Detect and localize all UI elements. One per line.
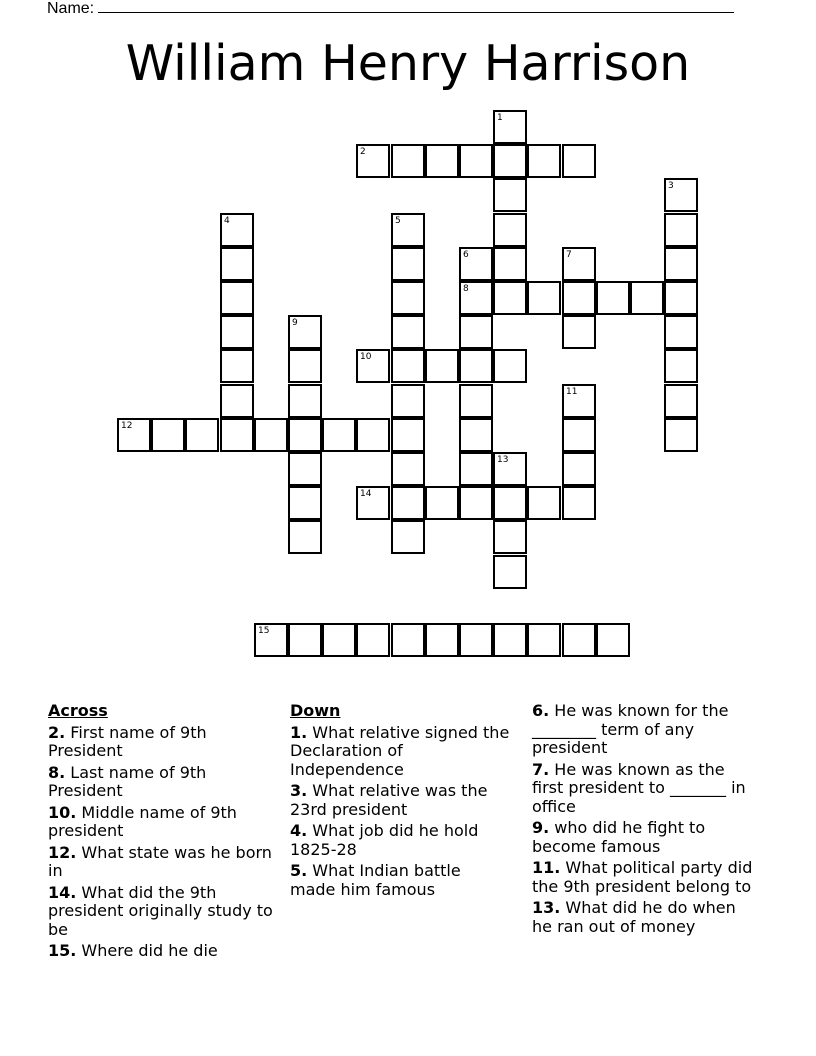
grid-cell[interactable] [391,452,425,486]
clue-number-label: 4. [290,821,308,840]
clue-number: 12 [121,421,133,431]
clue-text: Where did he die [76,941,218,960]
across-clue-list [48,724,273,961]
clue [290,862,510,899]
grid-cell[interactable] [493,623,527,657]
grid-cell[interactable] [493,213,527,247]
clue-number: 8 [463,284,469,294]
grid-cell[interactable] [562,623,596,657]
grid-cell[interactable] [493,520,527,554]
down-heading: Down [290,701,341,720]
name-label: Name: [47,0,95,17]
grid-cell[interactable] [391,486,425,520]
grid-cell[interactable] [527,144,561,178]
grid-cell[interactable] [630,281,664,315]
clue [290,822,510,859]
grid-cell[interactable] [288,418,322,452]
clue-text: He was known as the first president to _______ in office [532,759,746,816]
grid-cell[interactable] [425,349,459,383]
clue-number: 4 [224,216,230,226]
clue [290,724,510,780]
clue-number: 7 [566,250,572,260]
clue [48,844,273,881]
clue-number: 10 [360,352,372,362]
grid-cell[interactable] [220,349,254,383]
grid-cell[interactable] [493,247,527,281]
grid-cell[interactable] [562,384,596,418]
grid-cell[interactable] [254,623,288,657]
grid-cell[interactable] [220,384,254,418]
across-heading: Across [48,701,108,720]
grid-cell[interactable] [288,486,322,520]
clue-number-label: 1. [290,722,308,742]
clue-number-label: 2. [48,722,66,742]
grid-cell[interactable] [562,315,596,349]
grid-cell[interactable] [220,315,254,349]
grid-cell[interactable] [459,418,493,452]
grid-cell[interactable] [459,247,493,281]
clue-number: 3 [668,181,674,191]
clue-text: He was known for the ________ term of any president [532,701,729,757]
clue-number-label: 6. [532,701,550,720]
grid-cell[interactable] [220,213,254,247]
clue-number-label: 3. [290,781,308,800]
grid-cell[interactable] [493,349,527,383]
grid-cell[interactable] [220,281,254,315]
clue-number-label: 10. [48,802,77,822]
grid-cell[interactable] [459,452,493,486]
clue [532,819,757,856]
clue-number: 1 [497,113,503,123]
grid-cell[interactable] [664,213,698,247]
grid-cell[interactable] [527,623,561,657]
grid-cell[interactable] [151,418,185,452]
grid-cell[interactable] [562,281,596,315]
clue-number-label: 7. [532,759,550,779]
grid-cell[interactable] [459,486,493,520]
grid-cell[interactable] [391,247,425,281]
grid-cell[interactable] [288,623,322,657]
clue-text: What did the 9th president originally study to be [48,882,273,939]
clue [532,702,757,758]
puzzle-title: William Henry Harrison [125,35,691,92]
clue-text: What Indian battle made him famous [290,861,461,899]
grid-cell[interactable] [391,213,425,247]
grid-cell[interactable] [288,520,322,554]
grid-cell[interactable] [356,144,390,178]
clue-text: What state was he born in [48,842,272,880]
grid-cell[interactable] [322,623,356,657]
clue [48,884,273,940]
grid-cell[interactable] [356,623,390,657]
clue-number-label: 11. [532,858,561,877]
clue-number: 14 [360,489,372,499]
grid-cell[interactable] [117,418,151,452]
clue-text: What job did he hold 1825-28 [290,821,479,859]
grid-cell[interactable] [596,623,630,657]
grid-cell[interactable] [527,486,561,520]
grid-cell[interactable] [391,144,425,178]
grid-cell[interactable] [288,452,322,486]
clue-number: 9 [292,318,298,328]
clue-text: Middle name of 9th president [48,802,237,840]
clue-number: 5 [395,216,401,226]
grid-cell[interactable] [391,349,425,383]
grid-cell[interactable] [493,452,527,486]
grid-cell[interactable] [493,555,527,589]
grid-cell[interactable] [459,349,493,383]
clue-number-label: 14. [48,882,77,902]
grid-cell[interactable] [459,315,493,349]
grid-cell[interactable] [493,281,527,315]
grid-cell[interactable] [288,315,322,349]
grid-cell[interactable] [562,486,596,520]
grid-cell[interactable] [425,623,459,657]
grid-cell[interactable] [459,281,493,315]
clue-number-label: 15. [48,941,77,960]
grid-cell[interactable] [562,144,596,178]
clue-number: 11 [566,387,578,397]
clue [532,899,757,936]
clue [48,764,273,801]
grid-cell[interactable] [425,486,459,520]
grid-cell[interactable] [562,247,596,281]
clue-text: What relative was the 23rd president [290,781,488,819]
grid-cell[interactable] [391,418,425,452]
grid-cell[interactable] [664,247,698,281]
clue [48,804,273,841]
clue-number: 15 [258,626,270,636]
down-clues-column-2 [532,702,757,939]
clue [532,761,757,817]
grid-cell[interactable] [322,418,356,452]
clue-text: What did he do when he ran out of money [532,898,736,936]
clue [532,859,757,896]
grid-cell[interactable] [664,418,698,452]
clue-text: Last name of 9th President [48,762,207,800]
clue-number-label: 5. [290,861,308,880]
grid-cell[interactable] [391,281,425,315]
grid-cell[interactable] [459,623,493,657]
grid-cell[interactable] [288,349,322,383]
grid-cell[interactable] [220,247,254,281]
clue-text: What relative signed the Declaration of Independence [290,722,510,779]
grid-cell[interactable] [493,144,527,178]
grid-cell[interactable] [493,486,527,520]
grid-cell[interactable] [254,418,288,452]
grid-cell[interactable] [391,520,425,554]
grid-cell[interactable] [527,281,561,315]
clue [48,724,273,761]
grid-cell[interactable] [391,384,425,418]
clue [48,942,273,961]
clue-number: 13 [497,455,509,465]
grid-cell[interactable] [664,281,698,315]
clue-number: 6 [463,250,469,260]
grid-cell[interactable] [391,623,425,657]
clue [290,782,510,819]
grid-cell[interactable] [664,315,698,349]
down-clue-list-2 [532,702,757,936]
grid-cell[interactable] [664,349,698,383]
grid-cell[interactable] [356,349,390,383]
clue-number-label: 13. [532,898,561,917]
grid-cell[interactable] [288,384,322,418]
grid-cell[interactable] [425,144,459,178]
grid-cell[interactable] [664,384,698,418]
grid-cell[interactable] [459,384,493,418]
clue-number-label: 8. [48,762,66,782]
grid-cell[interactable] [356,418,390,452]
across-clues-column [48,702,273,964]
grid-cell[interactable] [562,452,596,486]
clue-text: First name of 9th President [48,722,207,760]
grid-cell[interactable] [493,110,527,144]
clue-text: who did he fight to become famous [532,818,706,856]
clue-number: 2 [360,147,366,157]
down-clue-list-1 [290,724,510,900]
grid-cell[interactable] [356,486,390,520]
grid-cell[interactable] [562,418,596,452]
grid-cell[interactable] [185,418,219,452]
grid-cell[interactable] [596,281,630,315]
grid-cell[interactable] [220,418,254,452]
down-clues-column-1 [290,702,510,902]
clue-number-label: 9. [532,818,550,837]
grid-cell[interactable] [664,178,698,212]
grid-cell[interactable] [493,178,527,212]
grid-cell[interactable] [459,144,493,178]
clue-text: What political party did the 9th president belong to [532,858,753,896]
clue-number-label: 12. [48,842,77,862]
grid-cell[interactable] [391,315,425,349]
